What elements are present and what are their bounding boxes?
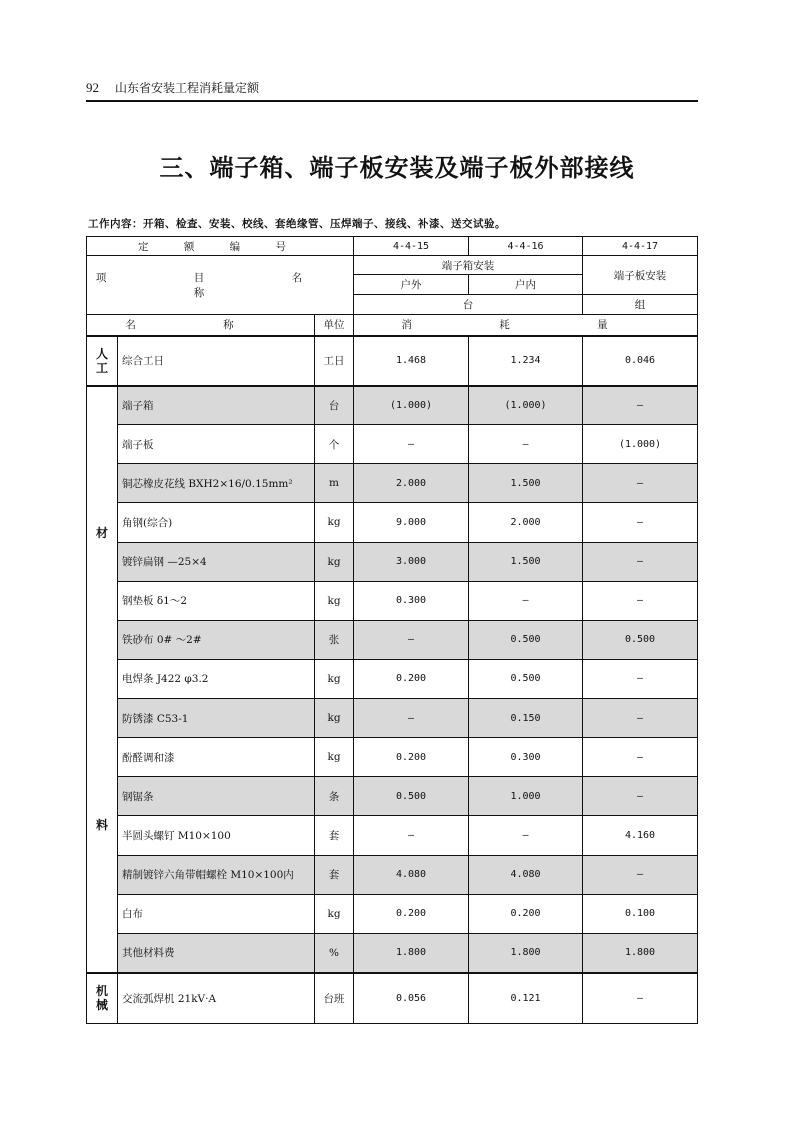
material-name: 铜芯橡皮花线 BXH2×16/0.15mm² (118, 464, 315, 503)
material-row (87, 659, 698, 698)
material-v1: 9.000 (354, 503, 469, 542)
material-row (87, 816, 698, 855)
material-v3: 1.800 (583, 933, 698, 972)
material-v3: — (583, 503, 698, 542)
material-v3: — (583, 659, 698, 698)
material-unit: 套 (315, 855, 354, 894)
labor-name: 综合工日 (118, 336, 315, 386)
group-terminal-box: 端子箱安装 (354, 256, 583, 275)
material-name: 角钢(综合) (118, 503, 315, 542)
material-v2: — (469, 816, 583, 855)
material-v2: 1.500 (469, 464, 583, 503)
material-v3: — (583, 581, 698, 620)
material-name: 钢锯条 (118, 777, 315, 816)
material-v2: 0.500 (469, 620, 583, 659)
material-v1: 0.500 (354, 777, 469, 816)
labor-v3: 0.046 (583, 336, 698, 386)
col-consumption: 消 耗 量 (354, 315, 698, 336)
material-unit: kg (315, 894, 354, 933)
material-v1: 2.000 (354, 464, 469, 503)
material-row (87, 855, 698, 894)
labor-v1: 1.468 (354, 336, 469, 386)
material-v3: — (583, 738, 698, 777)
material-unit: 个 (315, 425, 354, 464)
material-v2: 0.300 (469, 738, 583, 777)
material-name: 其他材料费 (118, 933, 315, 972)
material-v2: — (469, 425, 583, 464)
machine-unit: 台班 (315, 973, 354, 1024)
material-v1: 3.000 (354, 542, 469, 581)
material-name: 镀锌扁钢 —25×4 (118, 542, 315, 581)
terminal-board-install: 端子板安装 (583, 256, 698, 295)
material-v2: 0.150 (469, 699, 583, 738)
category-material-char-1: 材 (95, 525, 108, 540)
material-name: 铁砂布 0# ～2# (118, 620, 315, 659)
material-name: 精制镀锌六角带帽螺栓 M10×100内 (118, 855, 315, 894)
material-unit: kg (315, 503, 354, 542)
material-unit: kg (315, 542, 354, 581)
material-unit: m (315, 464, 354, 503)
material-row (87, 503, 698, 542)
material-row (87, 699, 698, 738)
material-row (87, 386, 698, 425)
material-row (87, 542, 698, 581)
material-unit: 台 (315, 386, 354, 425)
material-v1: — (354, 620, 469, 659)
unit-tai: 台 (354, 295, 583, 315)
material-name: 半圆头螺钉 M10×100 (118, 816, 315, 855)
material-v1: (1.000) (354, 386, 469, 425)
unit-zu: 组 (583, 295, 698, 315)
book-title: 山东省安装工程消耗量定额 (115, 81, 260, 95)
machine-v3: — (583, 973, 698, 1024)
page-number: 92 (86, 80, 99, 95)
labor-unit: 工日 (315, 336, 354, 386)
material-unit: 张 (315, 620, 354, 659)
material-row (87, 425, 698, 464)
material-row (87, 464, 698, 503)
category-machine: 机械 (87, 973, 118, 1024)
material-name: 电焊条 J422 φ3.2 (118, 659, 315, 698)
quota-number-row (87, 237, 698, 256)
labor-v2: 1.234 (469, 336, 583, 386)
machine-v2: 0.121 (469, 973, 583, 1024)
material-v1: — (354, 699, 469, 738)
material-name: 端子板 (118, 425, 315, 464)
material-unit: 条 (315, 777, 354, 816)
header-rule (86, 100, 698, 102)
quota-number-label: 定 额 编 号 (87, 237, 354, 256)
material-v1: 0.300 (354, 581, 469, 620)
material-v1: 0.200 (354, 659, 469, 698)
material-row (87, 581, 698, 620)
material-v2: (1.000) (469, 386, 583, 425)
material-row (87, 933, 698, 972)
material-v3: — (583, 855, 698, 894)
material-v1: 0.200 (354, 738, 469, 777)
material-v2: 4.080 (469, 855, 583, 894)
sub-indoor: 户内 (469, 275, 583, 295)
labor-row (87, 336, 698, 386)
material-unit: kg (315, 659, 354, 698)
material-row (87, 738, 698, 777)
material-name: 钢垫板 δ1～2 (118, 581, 315, 620)
material-unit: kg (315, 738, 354, 777)
code-4-4-16: 4-4-16 (469, 237, 583, 256)
material-unit: 套 (315, 816, 354, 855)
material-v1: 1.800 (354, 933, 469, 972)
category-labor: 人工 (87, 336, 118, 386)
material-v3: — (583, 699, 698, 738)
material-row (87, 620, 698, 659)
material-name: 防锈漆 C53-1 (118, 699, 315, 738)
material-v2: 1.800 (469, 933, 583, 972)
material-v1: — (354, 816, 469, 855)
col-name: 名 称 (87, 315, 315, 336)
material-v3: — (583, 777, 698, 816)
material-v2: 2.000 (469, 503, 583, 542)
material-v3: 4.160 (583, 816, 698, 855)
material-v2: 0.200 (469, 894, 583, 933)
column-header-row (87, 315, 698, 336)
category-material (87, 386, 118, 973)
material-v2: 0.500 (469, 659, 583, 698)
material-unit: % (315, 933, 354, 972)
material-v3: 0.500 (583, 620, 698, 659)
item-name-label: 项 目 名 称 (87, 256, 354, 315)
machine-v1: 0.056 (354, 973, 469, 1024)
code-4-4-15: 4-4-15 (354, 237, 469, 256)
machine-name: 交流弧焊机 21kV·A (118, 973, 315, 1024)
section-title: 三、端子箱、端子板安装及端子板外部接线 (159, 154, 635, 182)
material-name: 酚醛调和漆 (118, 738, 315, 777)
material-unit: kg (315, 699, 354, 738)
material-v3: — (583, 542, 698, 581)
col-unit: 单位 (315, 315, 354, 336)
material-v2: 1.000 (469, 777, 583, 816)
material-v1: — (354, 425, 469, 464)
quota-table (86, 236, 698, 1024)
page-header (86, 74, 698, 96)
category-material-char-2: 料 (95, 818, 108, 833)
work-content: 工作内容：开箱、检查、安装、校线、套绝缘管、压焊端子、接线、补漆、送交试验。 (88, 218, 506, 230)
code-4-4-17: 4-4-17 (583, 237, 698, 256)
material-v3: — (583, 386, 698, 425)
material-v1: 4.080 (354, 855, 469, 894)
material-v3: 0.100 (583, 894, 698, 933)
material-v2: — (469, 581, 583, 620)
material-v3: (1.000) (583, 425, 698, 464)
material-v1: 0.200 (354, 894, 469, 933)
sub-outdoor: 户外 (354, 275, 469, 295)
machine-row (87, 973, 698, 1024)
material-name: 白布 (118, 894, 315, 933)
material-v3: — (583, 464, 698, 503)
material-row (87, 777, 698, 816)
material-unit: kg (315, 581, 354, 620)
material-name: 端子箱 (118, 386, 315, 425)
material-v2: 1.500 (469, 542, 583, 581)
material-row (87, 894, 698, 933)
